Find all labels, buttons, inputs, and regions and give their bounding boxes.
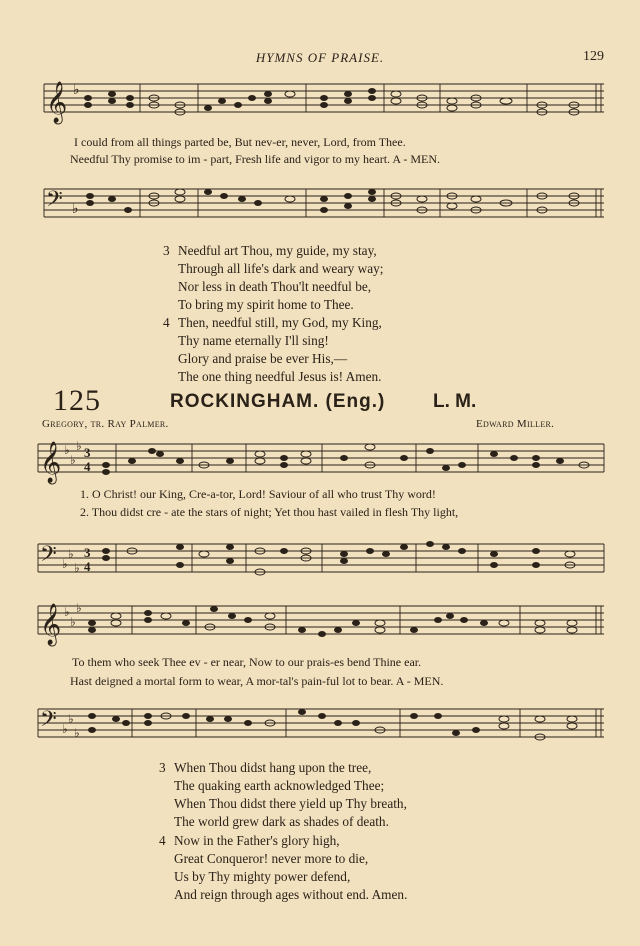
note-head bbox=[88, 627, 96, 633]
note-head bbox=[510, 455, 518, 461]
flat-icon: ♭ bbox=[68, 712, 74, 726]
note-head bbox=[88, 713, 96, 719]
staff-124-treble bbox=[0, 78, 640, 123]
note-head bbox=[301, 451, 311, 457]
note-head bbox=[375, 620, 385, 626]
note-head bbox=[535, 716, 545, 722]
note-head bbox=[320, 95, 328, 101]
note-head bbox=[182, 620, 190, 626]
note-head bbox=[320, 196, 328, 202]
note-head bbox=[368, 196, 376, 202]
note-head bbox=[452, 730, 460, 736]
verse-number: 3 bbox=[159, 760, 166, 775]
note-head bbox=[490, 562, 498, 568]
verse-number: 4 bbox=[159, 833, 166, 848]
note-head bbox=[298, 709, 306, 715]
note-head bbox=[102, 469, 110, 475]
note-head bbox=[368, 95, 376, 101]
staff-125-2-treble bbox=[0, 600, 640, 645]
note-head bbox=[175, 189, 185, 195]
verse-line: Needful art Thou, my guide, my stay, bbox=[178, 243, 377, 258]
note-head bbox=[206, 716, 214, 722]
verse-line: Thy name eternally I'll sing! bbox=[178, 333, 329, 348]
bass-clef-icon: 𝄢 bbox=[40, 542, 57, 572]
verse-line: When Thou didst hang upon the tree, bbox=[174, 760, 372, 775]
tune-name: ROCKINGHAM. (Eng.) bbox=[170, 391, 386, 412]
verse-line: The one thing needful Jesus is! Amen. bbox=[178, 369, 382, 384]
note-head bbox=[480, 620, 488, 626]
note-head bbox=[280, 462, 288, 468]
note-head bbox=[434, 617, 442, 623]
note-head bbox=[320, 207, 328, 213]
note-head bbox=[144, 720, 152, 726]
note-head bbox=[161, 613, 171, 619]
verse-124-4 bbox=[163, 314, 382, 386]
note-head bbox=[340, 455, 348, 461]
staff-125-2-bass bbox=[0, 703, 640, 743]
verse-line: Glory and praise be ever His,— bbox=[178, 351, 348, 366]
note-head bbox=[400, 544, 408, 550]
flat-icon: ♭ bbox=[64, 605, 70, 619]
note-head bbox=[458, 462, 466, 468]
note-head bbox=[175, 196, 185, 202]
note-head bbox=[410, 713, 418, 719]
verse-line: When Thou didst there yield up Thy breath, bbox=[174, 796, 407, 811]
note-head bbox=[532, 548, 540, 554]
time-signature: 3 bbox=[84, 545, 91, 560]
note-head bbox=[446, 613, 454, 619]
note-head bbox=[500, 98, 512, 104]
note-head bbox=[176, 458, 184, 464]
note-head bbox=[144, 610, 152, 616]
verse-number: 3 bbox=[163, 243, 170, 258]
note-head bbox=[176, 544, 184, 550]
note-head bbox=[226, 544, 234, 550]
note-head bbox=[244, 720, 252, 726]
note-head bbox=[255, 451, 265, 457]
verse-line: And reign through ages without end. Amen. bbox=[174, 887, 408, 902]
note-head bbox=[368, 88, 376, 94]
note-head bbox=[556, 458, 564, 464]
note-head bbox=[264, 91, 272, 97]
note-head bbox=[499, 620, 509, 626]
note-head bbox=[499, 723, 509, 729]
note-head bbox=[182, 713, 190, 719]
note-head bbox=[391, 98, 401, 104]
note-head bbox=[108, 196, 116, 202]
note-head bbox=[447, 98, 457, 104]
note-head bbox=[365, 444, 375, 450]
flat-icon: ♭ bbox=[73, 82, 80, 98]
note-head bbox=[490, 451, 498, 457]
note-head bbox=[567, 723, 577, 729]
note-head bbox=[285, 91, 295, 97]
note-head bbox=[144, 617, 152, 623]
note-head bbox=[499, 716, 509, 722]
note-head bbox=[248, 95, 256, 101]
note-head bbox=[352, 620, 360, 626]
note-head bbox=[86, 200, 94, 206]
note-head bbox=[368, 189, 376, 195]
music-credit: Edward Miller. bbox=[476, 418, 555, 430]
note-head bbox=[254, 200, 262, 206]
note-head bbox=[565, 551, 575, 557]
note-head bbox=[318, 713, 326, 719]
note-head bbox=[220, 193, 228, 199]
note-head bbox=[442, 544, 450, 550]
note-head bbox=[344, 91, 352, 97]
flat-icon: ♭ bbox=[64, 443, 70, 457]
lyric-line: 1. O Christ! our King, Cre-a-tor, Lord! Saviour of all who trust Thy word! bbox=[80, 487, 436, 501]
running-title: HYMNS OF PRAISE. bbox=[255, 50, 385, 65]
staff-125-1-treble bbox=[0, 438, 640, 483]
note-head bbox=[102, 555, 110, 561]
note-head bbox=[458, 548, 466, 554]
treble-clef-icon: 𝄞 bbox=[40, 604, 62, 645]
note-head bbox=[535, 627, 545, 633]
note-head bbox=[344, 98, 352, 104]
note-head bbox=[532, 562, 540, 568]
note-head bbox=[352, 720, 360, 726]
note-head bbox=[224, 716, 232, 722]
note-head bbox=[102, 462, 110, 468]
note-head bbox=[442, 465, 450, 471]
note-head bbox=[426, 448, 434, 454]
note-head bbox=[340, 551, 348, 557]
lyric-line: 2. Thou didst cre - ate the stars of night; Yet thou hast vailed in flesh Thy light, bbox=[80, 505, 459, 519]
note-head bbox=[298, 627, 306, 633]
note-head bbox=[122, 720, 130, 726]
note-head bbox=[567, 620, 577, 626]
staff-124-bass bbox=[0, 183, 640, 223]
note-head bbox=[102, 548, 110, 554]
note-head bbox=[88, 727, 96, 733]
note-head bbox=[471, 196, 481, 202]
note-head bbox=[176, 562, 184, 568]
note-head bbox=[218, 98, 226, 104]
note-head bbox=[400, 455, 408, 461]
note-head bbox=[228, 613, 236, 619]
note-head bbox=[111, 613, 121, 619]
text-credit: Gregory, tr. Ray Palmer. bbox=[42, 418, 169, 430]
note-head bbox=[301, 458, 311, 464]
note-head bbox=[156, 451, 164, 457]
verse-line: Then, needful still, my God, my King, bbox=[178, 315, 382, 330]
verse-line: Us by Thy mighty power defend, bbox=[174, 869, 351, 884]
note-head bbox=[382, 551, 390, 557]
verse-number: 4 bbox=[163, 315, 170, 330]
verse-line: Now in the Father's glory high, bbox=[174, 833, 340, 848]
note-head bbox=[410, 627, 418, 633]
note-head bbox=[472, 727, 480, 733]
note-head bbox=[334, 627, 342, 633]
note-head bbox=[108, 91, 116, 97]
note-head bbox=[366, 548, 374, 554]
note-head bbox=[88, 620, 96, 626]
note-head bbox=[340, 558, 348, 564]
verse-line: Nor less in death Thou'lt needful be, bbox=[178, 279, 372, 294]
page-number: 129 bbox=[583, 49, 604, 64]
note-head bbox=[460, 617, 468, 623]
note-head bbox=[264, 98, 272, 104]
verse-line: Great Conqueror! never more to die, bbox=[174, 851, 369, 866]
flat-icon: ♭ bbox=[62, 722, 68, 736]
verse-line: The quaking earth acknowledged Thee; bbox=[174, 778, 385, 793]
note-head bbox=[234, 102, 242, 108]
lyric-line: Needful Thy promise to im - part, Fresh life and vigor to my heart. A - MEN. bbox=[70, 152, 441, 166]
note-head bbox=[144, 713, 152, 719]
flat-icon: ♭ bbox=[70, 615, 76, 629]
note-head bbox=[84, 95, 92, 101]
note-head bbox=[255, 458, 265, 464]
note-head bbox=[532, 455, 540, 461]
note-head bbox=[426, 541, 434, 547]
note-head bbox=[210, 606, 218, 612]
note-head bbox=[535, 620, 545, 626]
note-head bbox=[490, 551, 498, 557]
note-head bbox=[126, 95, 134, 101]
flat-icon: ♭ bbox=[74, 561, 80, 575]
flat-icon: ♭ bbox=[76, 601, 82, 615]
meter: L. M. bbox=[433, 391, 477, 412]
note-head bbox=[124, 207, 132, 213]
note-head bbox=[447, 203, 457, 209]
note-head bbox=[148, 448, 156, 454]
note-head bbox=[238, 196, 246, 202]
note-head bbox=[84, 102, 92, 108]
note-head bbox=[344, 203, 352, 209]
note-head bbox=[318, 631, 326, 637]
note-head bbox=[417, 196, 427, 202]
note-head bbox=[375, 627, 385, 633]
verse-125-4 bbox=[159, 832, 408, 904]
notes-group bbox=[84, 88, 579, 115]
flat-icon: ♭ bbox=[76, 439, 82, 453]
note-head bbox=[204, 105, 212, 111]
note-head bbox=[111, 620, 121, 626]
note-head bbox=[244, 617, 252, 623]
flat-icon: ♭ bbox=[62, 557, 68, 571]
note-head bbox=[112, 716, 120, 722]
note-head bbox=[226, 458, 234, 464]
bass-clef-icon: 𝄢 bbox=[46, 187, 63, 217]
time-signature: 3 bbox=[84, 445, 91, 460]
note-head bbox=[199, 551, 209, 557]
verse-125-3 bbox=[159, 759, 407, 831]
verse-line: The world grew dark as shades of death. bbox=[174, 814, 389, 829]
note-head bbox=[126, 102, 134, 108]
flat-icon: ♭ bbox=[70, 453, 76, 467]
treble-clef-icon: 𝄞 bbox=[40, 442, 62, 483]
lyric-line: Hast deigned a mortal form to wear, A mor-tal's pain-ful lot to bear. A - MEN. bbox=[70, 674, 444, 688]
verse-line: Through all life's dark and weary way; bbox=[178, 261, 384, 276]
note-head bbox=[108, 98, 116, 104]
note-head bbox=[285, 196, 295, 202]
note-head bbox=[344, 193, 352, 199]
lyric-line: To them who seek Thee ev - er near, Now to our prais-es bend Thine ear. bbox=[72, 655, 422, 669]
note-head bbox=[447, 105, 457, 111]
verse-line: To bring my spirit home to Thee. bbox=[178, 297, 354, 312]
note-head bbox=[532, 462, 540, 468]
staff-125-1-bass bbox=[0, 538, 640, 578]
verse-124-3 bbox=[163, 242, 384, 314]
note-head bbox=[86, 193, 94, 199]
time-signature: 4 bbox=[84, 559, 91, 574]
note-head bbox=[280, 455, 288, 461]
flat-icon: ♭ bbox=[74, 726, 80, 740]
lyric-line: I could from all things parted be, But nev-er, never, Lord, from Thee. bbox=[74, 135, 406, 149]
time-signature: 4 bbox=[84, 459, 91, 474]
note-head bbox=[226, 558, 234, 564]
note-head bbox=[567, 716, 577, 722]
note-head bbox=[567, 627, 577, 633]
note-head bbox=[265, 613, 275, 619]
treble-clef-icon: 𝄞 bbox=[46, 82, 68, 123]
note-head bbox=[128, 458, 136, 464]
note-head bbox=[434, 713, 442, 719]
bass-clef-icon: 𝄢 bbox=[40, 707, 57, 737]
note-head bbox=[391, 91, 401, 97]
note-head bbox=[204, 189, 212, 195]
note-head bbox=[334, 720, 342, 726]
flat-icon: ♭ bbox=[68, 547, 74, 561]
flat-icon: ♭ bbox=[72, 201, 79, 217]
hymn-number: 125 bbox=[53, 384, 101, 417]
note-head bbox=[320, 102, 328, 108]
note-head bbox=[280, 548, 288, 554]
